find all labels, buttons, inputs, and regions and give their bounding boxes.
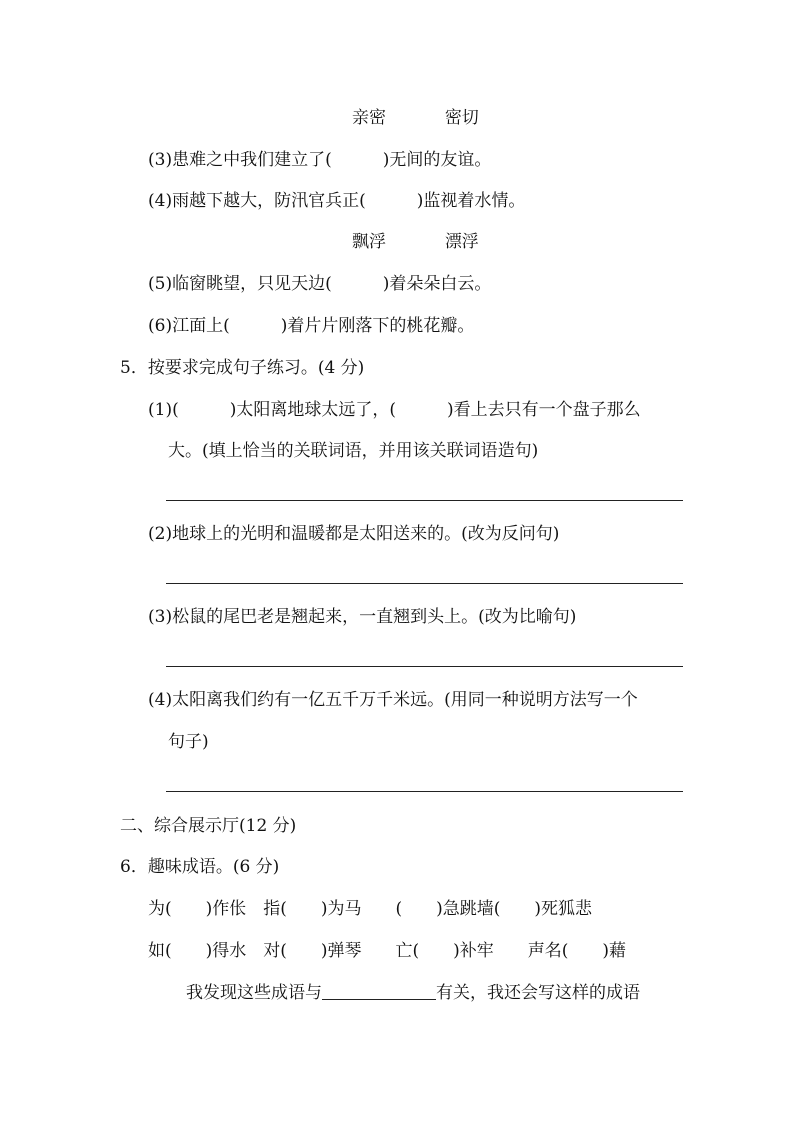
fill-blank[interactable] [322,983,436,1000]
answer-line[interactable] [166,500,683,501]
idiom-finding [186,982,640,1004]
word-option: 密切 [444,108,479,128]
question-4-6: (6)江面上( )着片片刚落下的桃花瓣。 [148,316,475,336]
word-option: 亲密 [352,108,386,128]
word-option: 漂浮 [444,232,479,252]
question-5-4: (4)太阳离我们约有一亿五千万千米远。(用同一种说明方法写一个 [148,690,638,710]
question-6-title: 6．趣味成语。(6 分) [120,857,280,877]
answer-line[interactable] [166,666,683,667]
finding-text: 我发现这些成语与 [186,983,322,1003]
finding-text-end: 有关，我还会写这样的成语 [436,983,640,1003]
question-5-1: (1)( )太阳离地球太远了，( )看上去只有一个盘子那么 [148,400,641,420]
question-4-4: (4)雨越下越大，防汛官兵正( )监视着水情。 [148,191,526,211]
word-pair-2 [352,231,479,253]
word-pair-1 [352,107,479,129]
question-5-1-cont: 大。(填上恰当的关联词语，并用该关联词语造句) [168,441,539,461]
question-5-2: (2)地球上的光明和温暖都是太阳送来的。(改为反问句) [148,524,560,544]
idiom-row-2: 如( )得水 对( )弹琴 亡( )补牢 声名( )藉 [148,941,627,961]
question-5-3: (3)松鼠的尾巴老是翘起来，一直翘到头上。(改为比喻句) [148,607,577,627]
question-5-4-cont: 句子) [168,732,209,752]
idiom-row-1: 为( )作伥 指( )为马 ( )急跳墙( )死狐悲 [148,899,593,919]
section-2-heading: 二、综合展示厅(12 分) [120,816,297,836]
question-5-title: 5．按要求完成句子练习。(4 分) [120,358,365,378]
question-4-3: (3)患难之中我们建立了( )无间的友谊。 [148,150,492,170]
answer-line[interactable] [166,791,683,792]
question-4-5: (5)临窗眺望，只见天边( )着朵朵白云。 [148,274,492,294]
answer-line[interactable] [166,583,683,584]
word-option: 飘浮 [352,232,386,252]
